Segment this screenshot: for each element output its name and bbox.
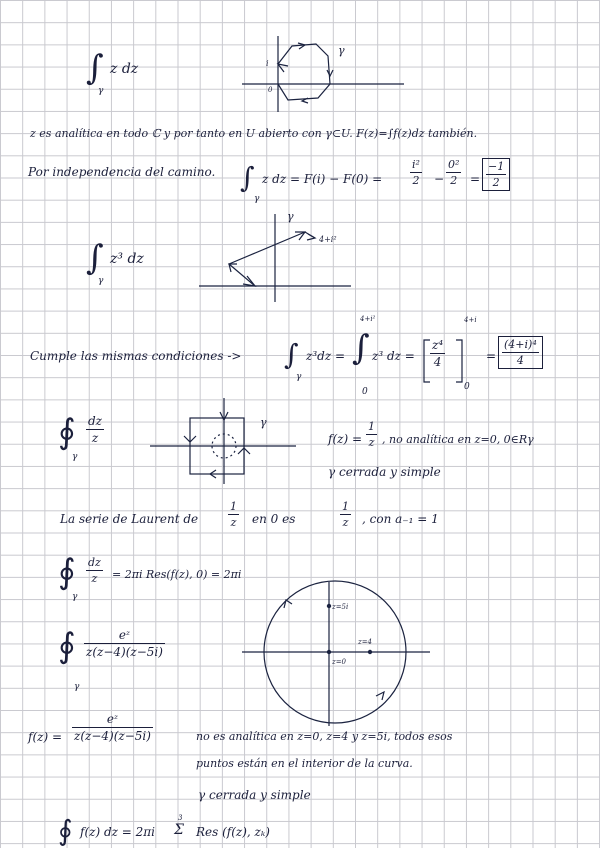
i-label: i bbox=[266, 59, 269, 68]
integrand-fraction: eᶻ z(z−4)(z−5i) bbox=[86, 628, 163, 659]
residue-result: = 2πi Res(f(z), 0) = 2πi bbox=[112, 568, 242, 581]
integral-subscript: γ bbox=[72, 452, 78, 462]
right-bracket bbox=[454, 338, 464, 384]
interior-note: puntos están en el interior de la curva. bbox=[196, 757, 413, 770]
pole-point bbox=[368, 650, 371, 653]
closed-simple-note: γ cerrada y simple bbox=[198, 788, 311, 802]
integrand-fraction: dz z bbox=[88, 556, 101, 585]
equals-sign: = bbox=[470, 172, 481, 186]
arrow-head bbox=[327, 70, 333, 76]
integral-subscript: γ bbox=[72, 592, 78, 602]
function-definition: f(z) = bbox=[28, 730, 62, 744]
arrow-head bbox=[284, 600, 292, 608]
square-contour-figure bbox=[148, 396, 298, 486]
laurent-fraction: 1 z bbox=[230, 500, 237, 529]
gamma-label: γ bbox=[260, 416, 267, 429]
contour-integral-sign: ∮ bbox=[58, 626, 76, 666]
lower-limit: 0 bbox=[362, 387, 368, 397]
sum-upper-limit: 3 bbox=[178, 814, 183, 822]
arrow-head bbox=[376, 692, 384, 700]
endpoint-label: 4+i² bbox=[319, 235, 337, 244]
path-independence-note: Por independencia del camino. bbox=[28, 165, 216, 179]
integral-sign: ∫ bbox=[86, 238, 104, 278]
singularities-note: no es analítica en z=0, z=4 y z=5i, todos esos bbox=[196, 730, 453, 743]
path-figure-1 bbox=[238, 34, 408, 114]
residue-sum-terms: Res (f(z), zₖ) bbox=[196, 825, 270, 839]
same-conditions-note: Cumple las mismas condiciones -> bbox=[30, 349, 242, 363]
pole-label-4: z=4 bbox=[358, 638, 373, 646]
integral-sign: ∫ bbox=[352, 328, 370, 368]
integral-sign: ∫ bbox=[240, 161, 255, 194]
polygonal-path bbox=[229, 232, 315, 286]
integrand-fraction: dz z bbox=[88, 414, 103, 445]
upper-limit: 4+i² bbox=[360, 315, 376, 323]
gamma-label: γ bbox=[338, 44, 345, 57]
integral-subscript: γ bbox=[296, 372, 302, 382]
integrand: z dz bbox=[110, 61, 139, 77]
integral-sign: ∫ bbox=[284, 338, 299, 371]
analyticity-statement: z es analítica en todo ℂ y por tanto en U abierto con γ⊂U. F(z)=∫f(z)dz también. bbox=[30, 127, 478, 140]
integral-subscript: γ bbox=[98, 276, 104, 286]
contour-integral-sign: ∮ bbox=[58, 552, 76, 592]
sum-sign: Σ bbox=[174, 822, 184, 838]
minus-sign: − bbox=[434, 172, 445, 186]
equation-lhs: z dz = F(i) − F(0) = bbox=[262, 172, 383, 186]
fraction-i-squared: i² 2 bbox=[412, 158, 420, 187]
function-fraction: 1 z bbox=[368, 420, 375, 449]
integral-subscript: γ bbox=[98, 86, 104, 96]
singularity-note: , no analítica en z=0, 0∈Rγ bbox=[382, 433, 534, 446]
residue-theorem-lhs: f(z) dz = 2πi bbox=[80, 825, 155, 839]
integrand: z³ dz bbox=[110, 251, 144, 267]
integral-body: z³ dz = bbox=[372, 349, 415, 363]
octagon-path bbox=[278, 44, 330, 100]
integral-subscript: γ bbox=[74, 682, 80, 692]
circle-contour-figure bbox=[240, 580, 432, 728]
arrow-head bbox=[307, 234, 315, 240]
fraction-zero-squared: 0² 2 bbox=[448, 158, 460, 187]
result-fraction: (4+i)⁴ 4 bbox=[498, 336, 543, 369]
boxed-result: −1 2 bbox=[482, 158, 510, 191]
integral-subscript: γ bbox=[254, 194, 260, 204]
pole-label-0: z=0 bbox=[332, 658, 347, 666]
closed-simple-note: γ cerrada y simple bbox=[328, 465, 441, 479]
pole-point bbox=[327, 650, 330, 653]
antiderivative-fraction: z⁴ 4 bbox=[432, 338, 444, 369]
laurent-coefficient: , con a₋₁ = 1 bbox=[362, 512, 439, 526]
contour-integral-sign: ∮ bbox=[58, 412, 76, 452]
pole-point bbox=[327, 604, 330, 607]
function-fraction: eᶻ z(z−4)(z−5i) bbox=[74, 712, 151, 743]
laurent-text: La serie de Laurent de bbox=[60, 512, 199, 526]
gamma-label: γ bbox=[287, 210, 294, 223]
integral-sign: ∫ bbox=[86, 48, 104, 88]
bracket-lower-limit: 0 bbox=[464, 382, 470, 392]
origin-label: 0 bbox=[268, 86, 273, 94]
function-definition: f(z) = bbox=[328, 432, 362, 446]
arrow-head bbox=[278, 64, 288, 72]
path-figure-2 bbox=[195, 206, 355, 304]
equals-sign: = bbox=[486, 349, 497, 363]
contour-integral-sign: ∮ bbox=[58, 814, 73, 847]
integral-body: z³dz = bbox=[306, 349, 346, 363]
laurent-text: en 0 es bbox=[252, 512, 296, 526]
pole-label-5i: z=5i bbox=[332, 603, 349, 611]
laurent-fraction: 1 z bbox=[342, 500, 349, 529]
bracket-upper-limit: 4+i bbox=[464, 316, 477, 324]
